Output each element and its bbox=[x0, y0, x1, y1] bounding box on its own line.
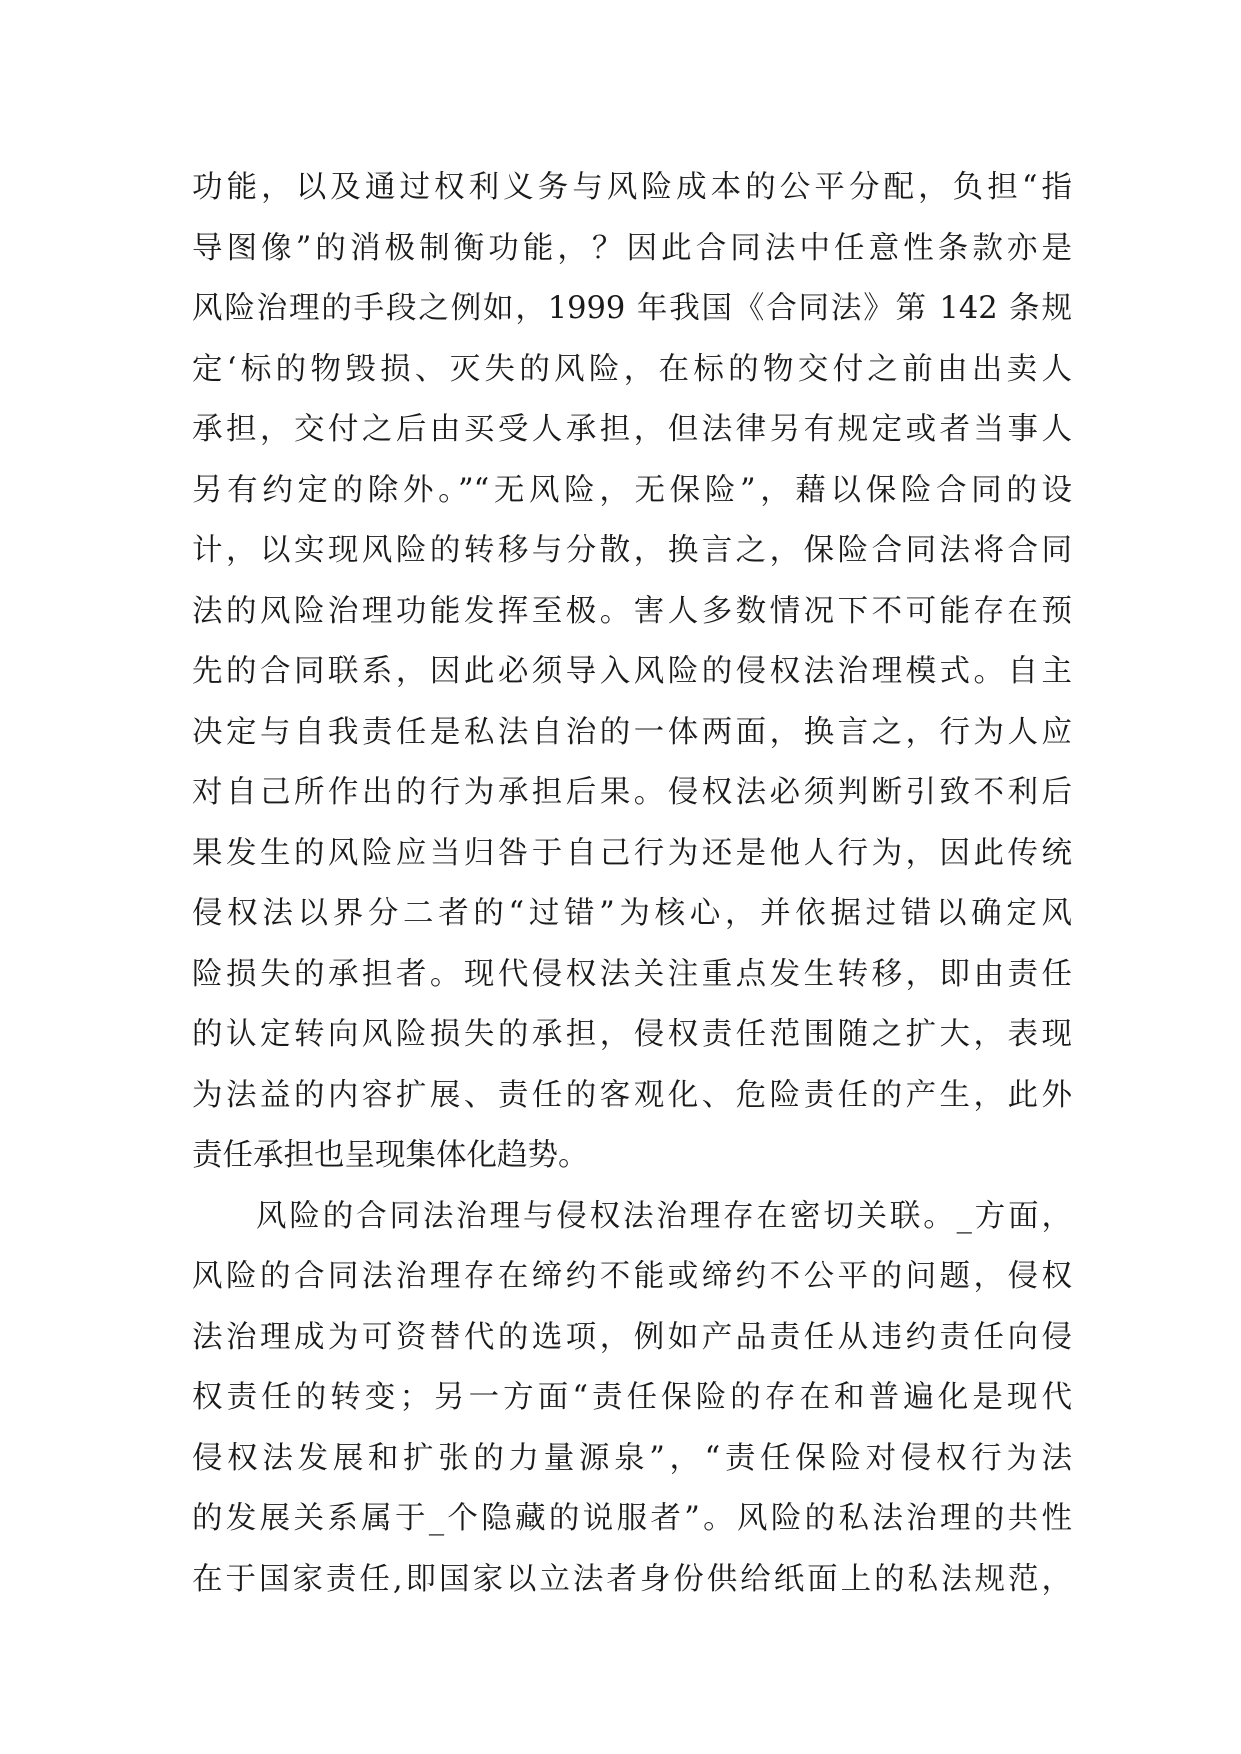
text-line: 计，以实现风险的转移与分散，换言之，保险合同法将合同 bbox=[192, 533, 1072, 568]
text-line: 法的风险治理功能发挥至极。害人多数情况下不可能存在预 bbox=[192, 593, 1072, 629]
paragraph-1 bbox=[192, 158, 1072, 1187]
text-line: 另有约定的除外。”“无风险，无保险”，藉以保险合同的设 bbox=[192, 472, 1072, 508]
text-line: 决定与自我责任是私法自治的一体两面，换言之，行为人应 bbox=[192, 714, 1072, 750]
text-line: 为法益的内容扩展、责任的客观化、危险责任的产生，此外 bbox=[192, 1077, 1072, 1113]
text-line: 导图像”的消极制衡功能，？因此合同法中任意性条款亦是 bbox=[192, 230, 1072, 266]
text-line: 果发生的风险应当归咎于自己行为还是他人行为，因此传统 bbox=[192, 835, 1072, 871]
text-line: 风险治理的手段之例如，1999 年我国《合同法》第 142 条规 bbox=[192, 291, 1072, 326]
text-line: 承担，交付之后由买受人承担，但法律另有规定或者当事人 bbox=[192, 412, 1072, 447]
paragraph-2 bbox=[192, 1187, 1072, 1611]
text-line: 权责任的转变；另一方面“责任保险的存在和普遍化是现代 bbox=[192, 1380, 1072, 1415]
text-line: 责任承担也呈现集体化趋势。 bbox=[192, 1138, 589, 1173]
text-line: 侵权法以界分二者的“过错”为核心，并依据过错以确定风 bbox=[192, 896, 1072, 931]
text-line: 的认定转向风险损失的承担，侵权责任范围随之扩大，表现 bbox=[192, 1017, 1072, 1052]
text-line: 对自己所作出的行为承担后果。侵权法必须判断引致不利后 bbox=[192, 775, 1072, 810]
text-line: 在于国家责任,即国家以立法者身份供给纸面上的私法规范， bbox=[192, 1561, 1072, 1597]
text-line: 法治理成为可资替代的选项，例如产品责任从违约责任向侵 bbox=[192, 1319, 1072, 1355]
text-line: 定‘标的物毁损、灭失的风险，在标的物交付之前由出卖人 bbox=[192, 351, 1072, 387]
text-line: 功能，以及通过权利义务与风险成本的公平分配，负担“指 bbox=[192, 170, 1072, 205]
text-line: 的发展关系属于_个隐藏的说服者”。风险的私法治理的共性 bbox=[192, 1501, 1072, 1536]
text-line: 风险的合同法治理存在缔约不能或缔约不公平的问题，侵权 bbox=[192, 1259, 1072, 1294]
text-line: 先的合同联系，因此必须导入风险的侵权法治理模式。自主 bbox=[192, 654, 1072, 689]
text-line: 风险的合同法治理与侵权法治理存在密切关联。_方面， bbox=[256, 1198, 1072, 1234]
text-line: 侵权法发展和扩张的力量源泉”，“责任保险对侵权行为法 bbox=[192, 1440, 1072, 1476]
body-text bbox=[192, 158, 1072, 1610]
text-line: 险损失的承担者。现代侵权法关注重点发生转移，即由责任 bbox=[192, 956, 1072, 992]
